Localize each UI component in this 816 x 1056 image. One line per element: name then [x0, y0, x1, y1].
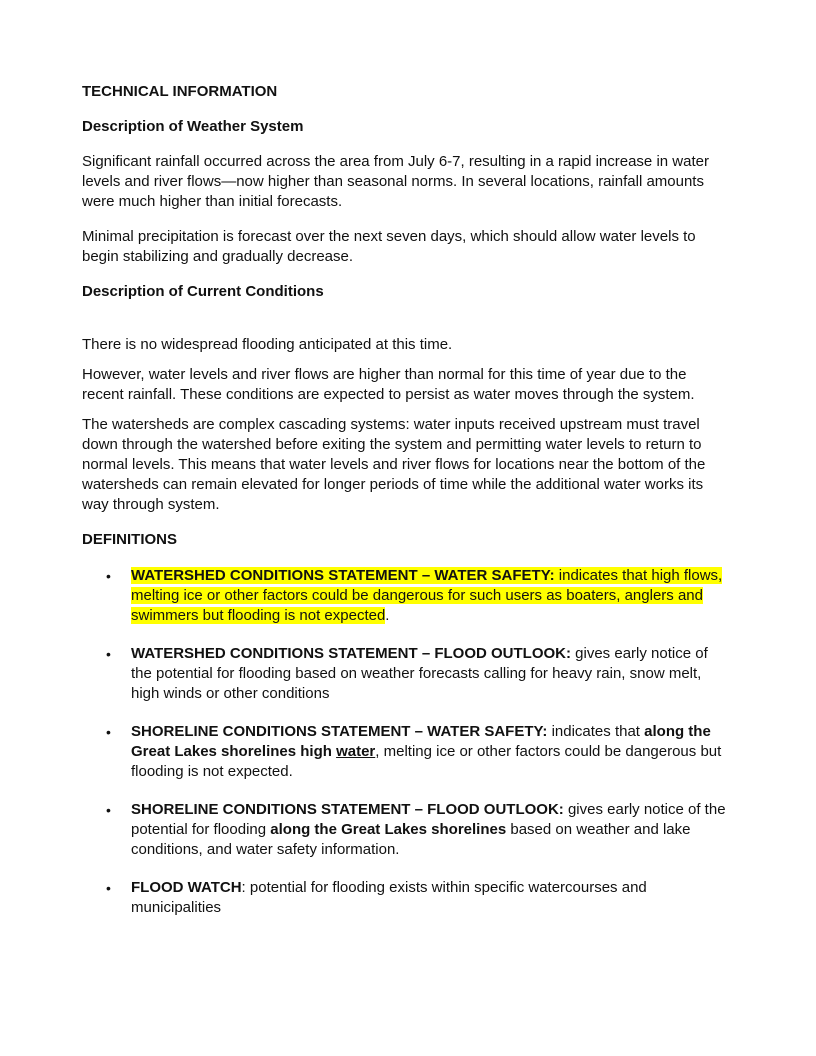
definition-text-cont: , melting ice or other factors could be dangerous but flooding is not expected.: [131, 743, 722, 780]
definitions-list: [82, 566, 732, 918]
definitions-heading: DEFINITIONS: [82, 531, 178, 548]
definition-text: indicates that high flows, melting ice or other factors could be dangerous for such users as boaters, anglers and swimmers but flooding is not expected: [131, 567, 723, 624]
definition-text: indicates that: [547, 723, 645, 740]
weather-system-heading: Description of Weather System: [82, 118, 304, 135]
definition-item-watershed-flood-outlook: [82, 644, 732, 704]
document-body: [82, 82, 732, 936]
definition-term: SHORELINE CONDITIONS STATEMENT – FLOOD OUTLOOK:: [131, 801, 564, 818]
bullet-icon: •: [106, 568, 111, 584]
definition-text-cont: based on weather and lake conditions, and water safety information.: [131, 821, 691, 858]
definition-item-shoreline-flood-outlook: [82, 800, 732, 860]
definition-item-watershed-water-safety: [82, 566, 732, 626]
conditions-paragraph-3: The watersheds are complex cascading systems: water inputs received upstream must travel down through the watershed before exiting the system and permitting water levels to return to normal levels. This means that water levels and river flows for locations near the bottom of the watersheds can remain elevated for longer periods of time while the additional water works its way through system.: [82, 416, 706, 513]
definition-text: gives early notice of the potential for flooding: [131, 801, 726, 838]
weather-paragraph-1: Significant rainfall occurred across the area from July 6-7, resulting in a rapid increase in water levels and river flows—now higher than seasonal norms. In several locations, rainfall amounts were much higher than initial forecasts.: [82, 153, 709, 210]
definition-end: .: [385, 607, 390, 624]
definition-text: gives early notice of the potential for flooding based on weather forecasts calling for heavy rain, snow melt, high winds or other conditions: [131, 645, 708, 702]
bullet-icon: •: [106, 724, 111, 740]
bullet-icon: •: [106, 646, 111, 662]
current-conditions-heading: Description of Current Conditions: [82, 283, 324, 300]
conditions-paragraph-2: However, water levels and river flows are higher than normal for this time of year due to the recent rainfall. These conditions are expected to persist as water moves through the system.: [82, 366, 695, 403]
definition-bold-text: along the Great Lakes shorelines high: [131, 723, 711, 760]
definition-term: WATERSHED CONDITIONS STATEMENT – FLOOD OUTLOOK:: [131, 645, 571, 662]
definition-item-flood-watch: [82, 878, 732, 918]
technical-info-heading: TECHNICAL INFORMATION: [82, 83, 278, 100]
definition-term: FLOOD WATCH: [131, 879, 242, 896]
definition-underlined-text: water: [336, 743, 376, 760]
definition-text: : potential for flooding exists within specific watercourses and municipalities: [131, 879, 647, 916]
weather-paragraph-2: Minimal precipitation is forecast over the next seven days, which should allow water levels to begin stabilizing and gradually decrease.: [82, 228, 696, 265]
bullet-icon: •: [106, 802, 111, 818]
definition-bold-text: along the Great Lakes shorelines: [270, 821, 507, 838]
bullet-icon: •: [106, 880, 111, 896]
definition-term: WATERSHED CONDITIONS STATEMENT – WATER SAFETY:: [131, 567, 555, 584]
definition-item-shoreline-water-safety: [82, 722, 732, 782]
highlighted-text: [131, 567, 722, 624]
definition-term: SHORELINE CONDITIONS STATEMENT – WATER SAFETY:: [131, 723, 548, 740]
conditions-paragraph-1: There is no widespread flooding anticipated at this time.: [82, 336, 453, 353]
